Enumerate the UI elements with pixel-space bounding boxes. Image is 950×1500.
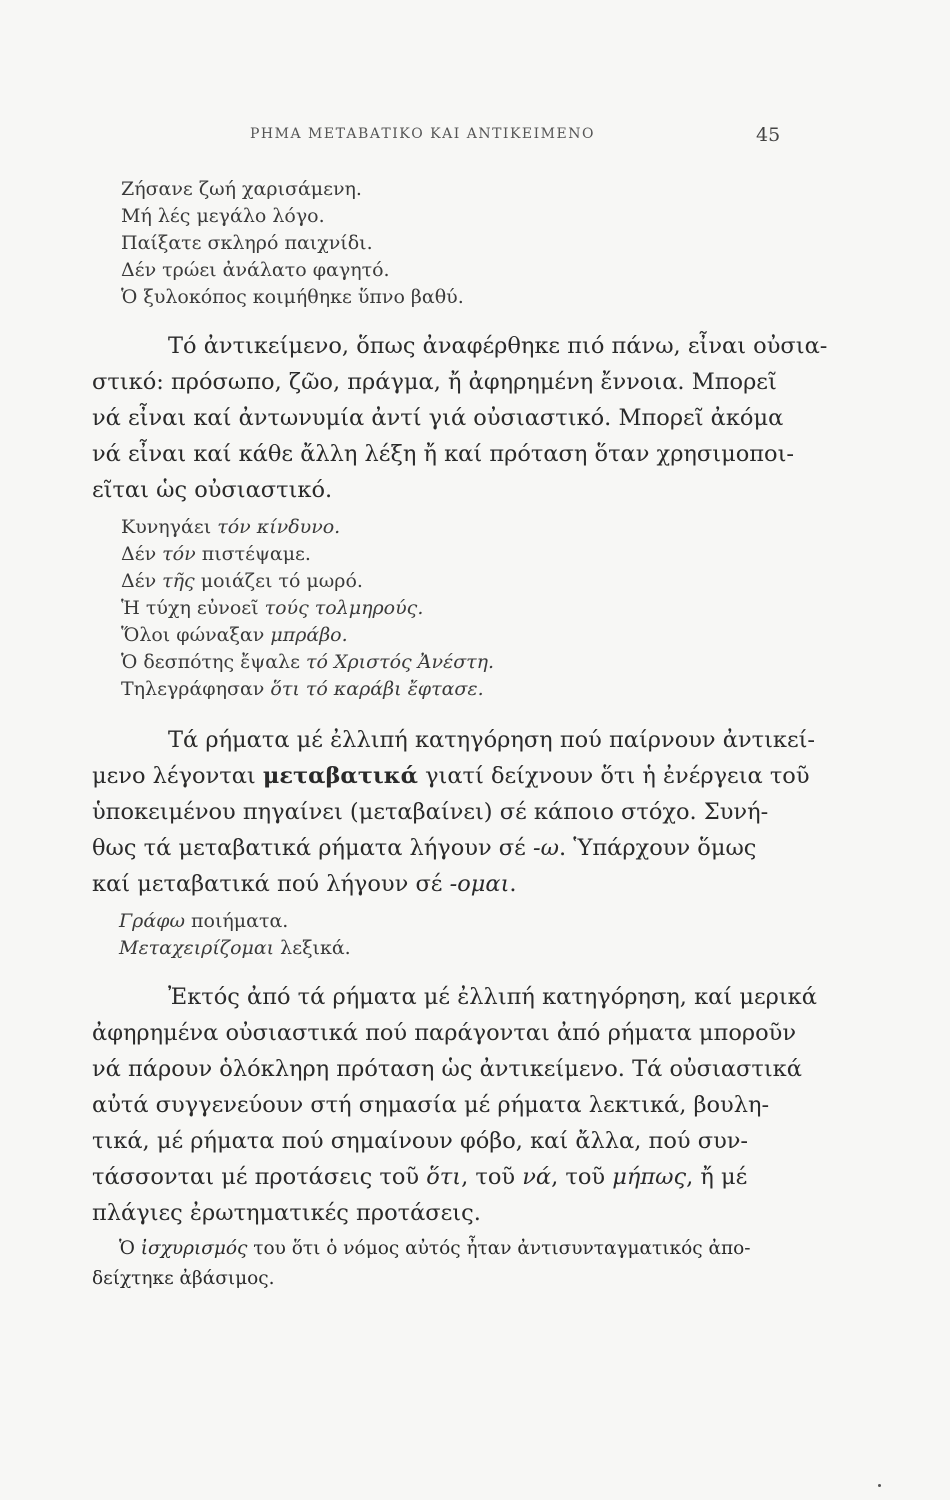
paragraph-line: Τά ρήματα μέ ἐλλιπή κατηγόρηση πού παίρνουν ἀντικεί- <box>168 727 816 753</box>
paragraph-line: Τό ἀντικείμενο, ὅπως ἀναφέρθηκε πιό πάνω, εἶναι οὐσια- <box>168 333 828 359</box>
example-line: Δέν τρώει ἀνάλατο φαγητό. <box>121 259 390 281</box>
paragraph-line: καί μεταβατικά πού λήγουν σέ -ομαι. <box>92 871 517 897</box>
paragraph-line: ὑποκειμένου πηγαίνει (μεταβαίνει) σέ κάποιο στόχο. Συνή- <box>92 799 769 825</box>
example-line: Ὅλοι φώναξαν μπράβο. <box>121 624 348 646</box>
example-line: Γράφω ποιήματα. <box>119 910 289 932</box>
paragraph-line: θως τά μεταβατικά ρήματα λήγουν σέ -ω. Ὑπάρχουν ὅμως <box>92 835 757 861</box>
paragraph-line: νά πάρουν ὁλόκληρη πρόταση ὡς ἀντικείμενο. Τά οὐσιαστικά <box>92 1056 802 1082</box>
example-line: Δέν τῆς μοιάζει τό μωρό. <box>121 570 363 592</box>
print-speck <box>878 1484 881 1487</box>
example-line: Κυνηγάει τόν κίνδυνο. <box>121 516 341 538</box>
example-line: Ὁ δεσπότης ἔψαλε τό Χριστός Ἀνέστη. <box>121 651 495 673</box>
paragraph-line: στικό: πρόσωπο, ζῶο, πράγμα, ἤ ἀφηρημένη ἔννοια. Μπορεῖ <box>92 369 777 395</box>
paragraph-line: τικά, μέ ρήματα πού σημαίνουν φόβο, καί ἄλλα, πού συν- <box>92 1128 749 1154</box>
paragraph-line: μενο λέγονται μεταβατικά γιατί δείχνουν ὅτι ἡ ἐνέργεια τοῦ <box>92 763 810 789</box>
paragraph-line: νά εἶναι καί κάθε ἄλλη λέξη ἤ καί πρόταση ὅταν χρησιμοποι- <box>92 441 795 467</box>
example-line: Παίξατε σκληρό παιχνίδι. <box>121 232 373 254</box>
note-line: Ὁ ἰσχυρισμός του ὅτι ὁ νόμος αὐτός ἦταν ἀντισυνταγματικός ἀπο- <box>119 1238 751 1259</box>
page-number: 45 <box>756 124 781 146</box>
running-head: ΡΗΜΑ ΜΕΤΑΒΑΤΙΚΟ ΚΑΙ ΑΝΤΙΚΕΙΜΕΝΟ <box>250 126 595 142</box>
paragraph-line: πλάγιες ἐρωτηματικές προτάσεις. <box>92 1200 481 1226</box>
example-line: Ὁ ξυλοκόπος κοιμήθηκε ὕπνο βαθύ. <box>121 286 464 308</box>
paragraph-line: Ἐκτός ἀπό τά ρήματα μέ ἐλλιπή κατηγόρηση, καί μερικά <box>168 984 817 1010</box>
example-line: Μεταχειρίζομαι λεξικά. <box>119 937 351 959</box>
paragraph-line: νά εἶναι καί ἀντωνυμία ἀντί γιά οὐσιαστικό. Μπορεῖ ἀκόμα <box>92 405 784 431</box>
paragraph-line: εῖται ὡς οὐσιαστικό. <box>92 477 333 503</box>
example-line: Τηλεγράφησαν ὅτι τό καράβι ἔφτασε. <box>121 678 484 700</box>
term-bold: μεταβατικά <box>262 763 418 789</box>
example-line: Ἡ τύχη εὐνοεῖ τούς τολμηρούς. <box>121 597 424 619</box>
example-line: Δέν τόν πιστέψαμε. <box>121 543 311 565</box>
example-line: Ζήσανε ζωή χαρισάμενη. <box>121 178 362 200</box>
paragraph-line: αὐτά συγγενεύουν στή σημασία μέ ρήματα λεκτικά, βουλη- <box>92 1092 770 1118</box>
paragraph-line: ἀφηρημένα οὐσιαστικά πού παράγονται ἀπό ρήματα μποροῦν <box>92 1020 797 1046</box>
paragraph-line: τάσσονται μέ προτάσεις τοῦ ὅτι, τοῦ νά, τοῦ μήπως, ἤ μέ <box>92 1164 748 1190</box>
example-line: Μή λές μεγάλο λόγο. <box>121 205 325 227</box>
note-line: δείχτηκε ἀβάσιμος. <box>92 1268 275 1289</box>
